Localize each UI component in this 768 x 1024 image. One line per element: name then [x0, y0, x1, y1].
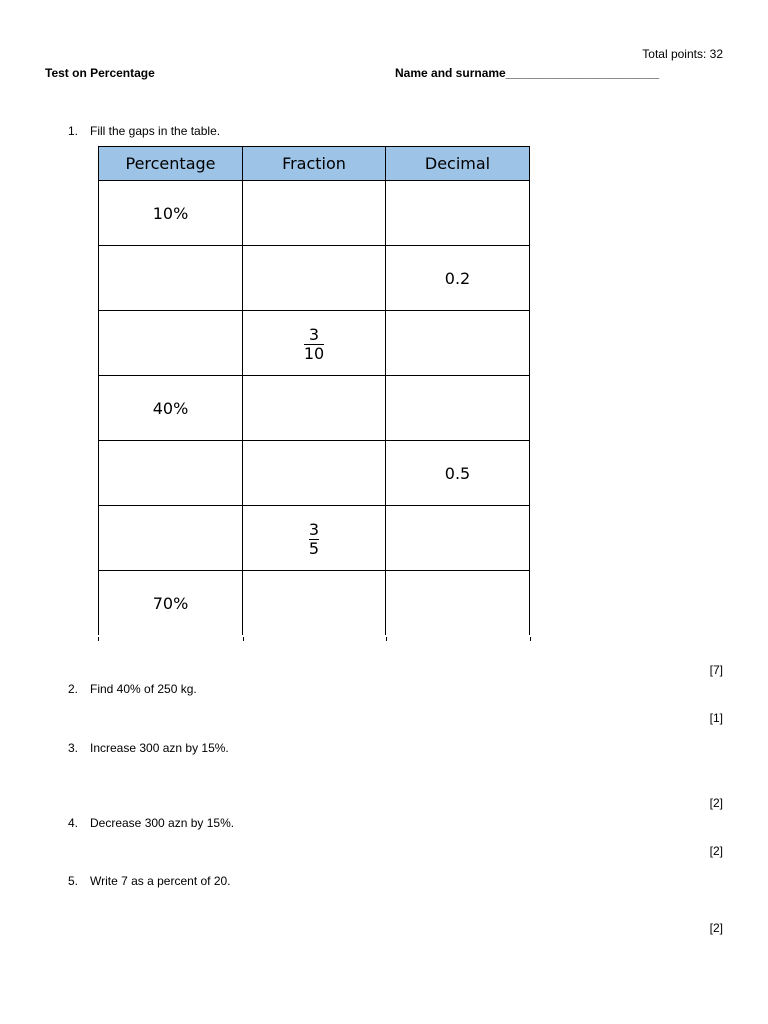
question-2	[68, 682, 197, 696]
cell-decimal	[386, 506, 530, 571]
cell-fraction	[243, 246, 386, 311]
question-text: Decrease 300 azn by 15%.	[90, 816, 235, 830]
cell-percentage	[99, 506, 243, 571]
fraction	[303, 324, 325, 363]
cell-decimal	[386, 311, 530, 376]
question-4	[68, 816, 234, 830]
table-row	[99, 506, 530, 571]
cell-percentage: 10%	[99, 181, 243, 246]
cell-fraction	[243, 181, 386, 246]
cell-percentage	[99, 246, 243, 311]
denominator: 10	[303, 343, 325, 363]
question-number: 3.	[68, 741, 79, 755]
cell-percentage: 40%	[99, 376, 243, 441]
fraction	[308, 519, 320, 558]
question-text: Increase 300 azn by 15%.	[90, 741, 229, 755]
cell-fraction	[243, 376, 386, 441]
question-1	[68, 124, 220, 138]
header-percentage: Percentage	[99, 147, 243, 181]
total-points: Total points: 32	[642, 47, 723, 61]
cell-decimal	[386, 376, 530, 441]
q2-marks: [1]	[709, 711, 723, 725]
table-row	[99, 181, 530, 246]
table-bottom-edge	[98, 637, 531, 641]
cell-decimal	[386, 571, 530, 636]
question-number: 1.	[68, 124, 79, 138]
q5-marks: [2]	[709, 921, 723, 935]
name-and-surname-field: Name and surname_______________________	[395, 66, 660, 80]
numerator: 3	[308, 324, 320, 344]
header-fraction: Fraction	[243, 147, 386, 181]
table-header-row	[99, 147, 530, 181]
cell-fraction	[243, 441, 386, 506]
table-row	[99, 571, 530, 636]
question-number: 2.	[68, 682, 79, 696]
table-row	[99, 311, 530, 376]
question-3	[68, 741, 229, 755]
header-decimal: Decimal	[386, 147, 530, 181]
question-text: Fill the gaps in the table.	[90, 124, 221, 138]
percentage-table	[98, 146, 530, 635]
cell-percentage: 70%	[99, 571, 243, 636]
denominator: 5	[308, 538, 320, 558]
cell-percentage	[99, 441, 243, 506]
q1-marks: [7]	[709, 663, 723, 677]
cell-fraction	[243, 311, 386, 376]
test-title: Test on Percentage	[45, 66, 155, 80]
numerator: 3	[308, 519, 320, 539]
cell-decimal: 0.2	[386, 246, 530, 311]
q4-marks: [2]	[709, 844, 723, 858]
cell-percentage	[99, 311, 243, 376]
question-number: 5.	[68, 874, 79, 888]
q3-marks: [2]	[709, 796, 723, 810]
question-5	[68, 874, 231, 888]
question-text: Find 40% of 250 kg.	[90, 682, 197, 696]
table-row	[99, 246, 530, 311]
table-row	[99, 441, 530, 506]
question-text: Write 7 as a percent of 20.	[90, 874, 231, 888]
cell-fraction	[243, 506, 386, 571]
question-number: 4.	[68, 816, 79, 830]
cell-decimal: 0.5	[386, 441, 530, 506]
cell-decimal	[386, 181, 530, 246]
table-row	[99, 376, 530, 441]
cell-fraction	[243, 571, 386, 636]
